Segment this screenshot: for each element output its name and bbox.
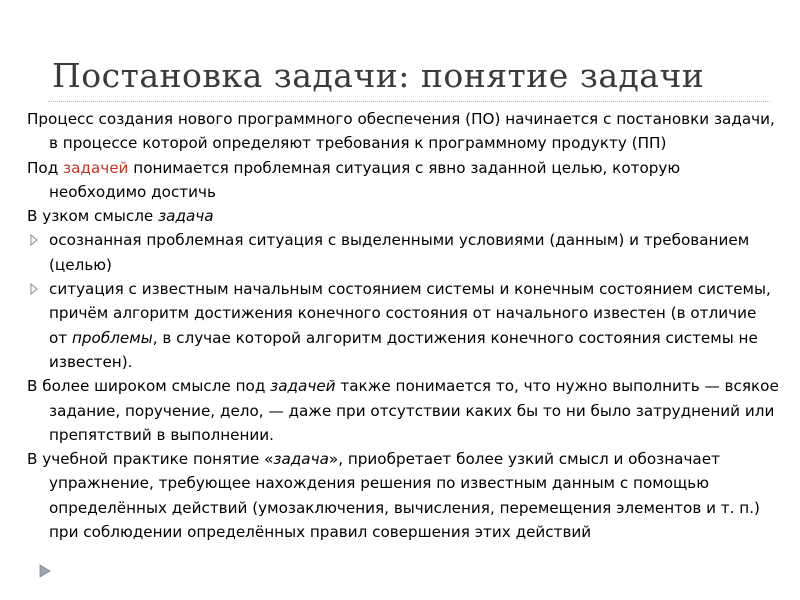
educational-text-end: », приобретает более узкий смысл и обозначает упражнение, требующее нахождения решения по известным данным с помощью определённых действий (умозаключения, вычисления, перемещения элементов и т. п.) при соблюдении определённых правил совершения этих действий: [49, 450, 760, 542]
definition-text-start: Под: [27, 158, 64, 177]
hollow-triangle-bullet-icon: [30, 234, 38, 246]
paragraph-broad-sense: [27, 374, 779, 447]
paragraph-definition: [27, 156, 779, 205]
paragraph-process: [27, 107, 779, 156]
slide-body: [27, 107, 779, 544]
definition-text-end: понимается проблемная ситуация с явно заданной целью, которую необходимо достичь: [49, 158, 681, 201]
broad-sense-text-start: В более широком смысле под: [27, 377, 271, 396]
play-arrow-icon[interactable]: [39, 564, 51, 578]
bullet-item-2-text-end: , в случае которой алгоритм достижения конечного состояния системы не известен).: [49, 328, 758, 371]
bullet-item-1-text: осознанная проблемная ситуация с выделенными условиями (данным) и требованием (целью): [49, 231, 750, 274]
title-divider: [48, 101, 770, 102]
educational-text-start: В учебной практике понятие «: [27, 450, 274, 469]
narrow-sense-term: задача: [158, 207, 214, 226]
bullet-item-1: [27, 228, 779, 277]
slide-title: Постановка задачи: понятие задачи: [52, 56, 705, 95]
paragraph-educational: [27, 447, 779, 544]
bullet-item-2: [27, 277, 779, 374]
bullet-item-2-term: проблемы: [71, 328, 153, 347]
paragraph-narrow-sense: [27, 204, 779, 228]
narrow-sense-text: В узком смысле: [27, 207, 159, 226]
hollow-triangle-bullet-icon: [30, 283, 38, 295]
bullet-item-2-text-start: ситуация с известным начальным состоянием системы и конечным состоянием системы, причём алгоритм достижения конечного состояния от начального известен (в отличие от: [49, 280, 771, 347]
paragraph-process-text: Процесс создания нового программного обеспечения (ПО) начинается с постановки задачи, в процессе которой определяют требования к программному продукту (ПП): [27, 110, 775, 153]
definition-term-highlight: задачей: [63, 158, 129, 177]
broad-sense-text-end: также понимается то, что нужно выполнить — всякое задание, поручение, дело, — даже при отсутствии каких бы то ни было затруднений или препятствий в выполнении.: [49, 377, 779, 444]
educational-term: задача: [273, 450, 329, 469]
broad-sense-term: задачей: [270, 377, 336, 396]
